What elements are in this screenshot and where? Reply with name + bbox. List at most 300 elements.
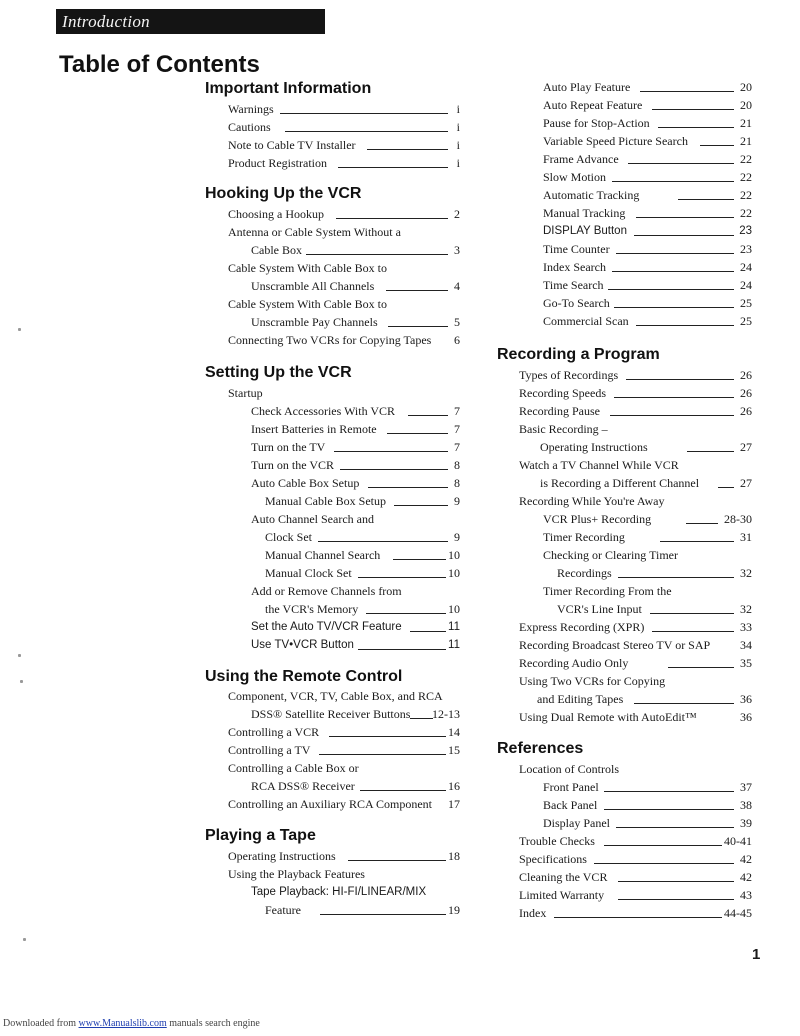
toc-entry	[543, 582, 793, 600]
toc-entry	[543, 276, 752, 294]
leader-line	[334, 451, 448, 452]
toc-page-number: 25	[740, 314, 752, 328]
leader-line	[604, 809, 734, 810]
toc-entry-title: Clock Set	[265, 530, 312, 544]
leader-line	[618, 881, 734, 882]
toc-entry	[543, 778, 752, 796]
toc-entry	[265, 564, 460, 582]
toc-entry	[251, 402, 460, 420]
leader-line	[340, 469, 448, 470]
toc-page-number: 43	[740, 888, 752, 902]
leader-line	[394, 505, 448, 506]
toc-page-number: 22	[740, 170, 752, 184]
leader-line	[636, 325, 734, 326]
leader-line	[634, 703, 734, 704]
toc-entry-title: Recording Speeds	[519, 386, 606, 400]
leader-line	[285, 131, 448, 132]
toc-entry-title: Express Recording (XPR)	[519, 620, 645, 634]
toc-entry	[543, 312, 752, 330]
leader-line	[612, 271, 734, 272]
toc-page-number: 34	[740, 638, 752, 652]
toc-page-number: 20	[740, 98, 752, 112]
toc-page-number: 10	[448, 566, 460, 580]
leader-line	[652, 631, 734, 632]
toc-entry	[519, 760, 769, 778]
toc-page-number: 32	[740, 566, 752, 580]
section-title-recording: Recording a Program	[497, 346, 660, 363]
toc-page-number: 25	[740, 296, 752, 310]
leader-line	[338, 167, 448, 168]
toc-page-number: 42	[740, 852, 752, 866]
leader-line	[616, 253, 734, 254]
leader-line	[387, 433, 448, 434]
toc-entry	[519, 672, 769, 690]
leader-line	[604, 791, 734, 792]
toc-entry	[265, 901, 460, 919]
toc-entry	[543, 204, 752, 222]
toc-page-number: 33	[740, 620, 752, 634]
toc-entry	[543, 240, 752, 258]
leader-line	[636, 217, 734, 218]
toc-entry	[251, 618, 460, 636]
leader-line	[652, 109, 734, 110]
toc-entry-title: Manual Tracking	[543, 206, 626, 220]
leader-line	[358, 649, 446, 650]
footer-prefix: Downloaded from	[3, 1018, 77, 1029]
leader-line	[306, 254, 448, 255]
toc-entry-title: Frame Advance	[543, 152, 619, 166]
toc-entry	[543, 186, 752, 204]
leader-line	[700, 145, 734, 146]
leader-line	[366, 613, 446, 614]
toc-entry	[251, 241, 460, 259]
toc-page-number: 38	[740, 798, 752, 812]
toc-entry	[228, 865, 478, 883]
footer-suffix: manuals search engine	[169, 1018, 260, 1029]
toc-page-number: 26	[740, 386, 752, 400]
toc-entry-title: Set the Auto TV/VCR Feature	[251, 621, 402, 633]
toc-entry-title: Using the Playback Features	[228, 867, 365, 881]
toc-entry-title: Recording Pause	[519, 404, 600, 418]
toc-page-number: 21	[740, 116, 752, 130]
toc-entry-title: is Recording a Different Channel	[540, 476, 700, 490]
toc-entry	[519, 618, 752, 636]
toc-entry-title: Unscramble All Channels	[251, 279, 375, 293]
leader-line	[410, 718, 433, 719]
leader-line	[360, 790, 446, 791]
toc-entry-title: Limited Warranty	[519, 888, 605, 902]
toc-entry-title: Time Counter	[543, 242, 610, 256]
toc-entry-title: Variable Speed Picture Search	[543, 134, 688, 148]
leader-line	[668, 667, 734, 668]
toc-entry-title: Controlling a VCR	[228, 725, 320, 739]
leader-line	[610, 415, 734, 416]
leader-line	[280, 113, 448, 114]
toc-page-number: 7	[454, 422, 460, 436]
toc-page-number: 7	[454, 404, 460, 418]
toc-entry	[228, 154, 460, 172]
toc-entry-title: Component, VCR, TV, Cable Box, and RCA	[228, 689, 443, 703]
toc-entry	[251, 313, 460, 331]
toc-page-number: 26	[740, 404, 752, 418]
leader-line	[386, 290, 448, 291]
section-title-setting-up: Setting Up the VCR	[205, 364, 352, 381]
toc-entry	[228, 759, 478, 777]
leader-line	[678, 199, 734, 200]
toc-entry-title: Unscramble Pay Channels	[251, 315, 378, 329]
toc-entry-title: Add or Remove Channels from	[251, 584, 402, 598]
leader-line	[687, 451, 734, 452]
toc-entry-title: Cable System With Cable Box to	[228, 297, 387, 311]
toc-entry-title: DSS® Satellite Receiver Buttons	[251, 707, 411, 721]
toc-page-number: 42	[740, 870, 752, 884]
toc-entry-title: Recording Broadcast Stereo TV or SAP	[519, 638, 711, 652]
toc-entry-title: Timer Recording From the	[543, 584, 672, 598]
leader-line	[628, 163, 734, 164]
toc-page-number: 40-41	[724, 834, 752, 848]
toc-entry	[519, 886, 752, 904]
toc-entry	[543, 528, 752, 546]
section-header-label: Introduction	[62, 12, 150, 31]
leader-line	[614, 397, 734, 398]
toc-entry	[543, 132, 752, 150]
toc-entry	[543, 168, 752, 186]
toc-entry	[543, 78, 752, 96]
leader-line	[686, 523, 718, 524]
leader-line	[318, 541, 448, 542]
toc-entry	[251, 636, 460, 654]
leader-line	[616, 827, 734, 828]
toc-page-number: 8	[454, 458, 460, 472]
section-title-remote-control: Using the Remote Control	[205, 668, 403, 685]
toc-entry-title: Specifications	[519, 852, 587, 866]
toc-page-number: 27	[740, 440, 752, 454]
toc-entry-title: Index Search	[543, 260, 606, 274]
toc-entry	[519, 868, 752, 886]
toc-entry-title: Recording While You're Away	[519, 494, 665, 508]
toc-page-number: 23	[740, 242, 752, 256]
leader-line	[660, 541, 734, 542]
manualslib-link[interactable]: www.Manualslib.com	[78, 1018, 167, 1029]
toc-page-number: 32	[740, 602, 752, 616]
toc-entry-title: Pause for Stop-Action	[543, 116, 650, 130]
toc-entry-title: Controlling a TV	[228, 743, 311, 757]
toc-entry	[228, 331, 460, 349]
toc-entry-title: Tape Playback: HI-FI/LINEAR/MIX	[251, 886, 427, 898]
toc-page-number: 7	[454, 440, 460, 454]
toc-entry-title: Operating Instructions	[228, 849, 336, 863]
toc-entry	[537, 690, 752, 708]
toc-page-number: 10	[448, 548, 460, 562]
toc-page-number: 44-45	[724, 906, 752, 920]
scan-speck	[23, 938, 26, 941]
toc-entry-title: Controlling an Auxiliary RCA Component	[228, 797, 432, 811]
leader-line	[640, 91, 734, 92]
toc-entry-title: Trouble Checks	[519, 834, 595, 848]
toc-entry-title: Connecting Two VCRs for Copying Tapes	[228, 333, 432, 347]
toc-entry-title: Note to Cable TV Installer	[228, 138, 356, 152]
toc-entry-title: Manual Channel Search	[265, 548, 381, 562]
section-header-bar	[56, 9, 325, 34]
toc-entry-title: Turn on the VCR	[251, 458, 335, 472]
toc-page-number: i	[456, 156, 460, 170]
toc-entry	[251, 456, 460, 474]
toc-entry-title: Warnings	[228, 102, 274, 116]
toc-entry	[519, 402, 752, 420]
toc-entry-title: Types of Recordings	[519, 368, 619, 382]
toc-entry-title: Startup	[228, 386, 263, 400]
toc-page-number: 5	[454, 315, 460, 329]
toc-entry	[519, 654, 752, 672]
toc-entry	[251, 510, 501, 528]
toc-page-number: 17	[448, 797, 460, 811]
toc-entry	[543, 796, 752, 814]
leader-line	[388, 326, 448, 327]
toc-entry	[251, 438, 460, 456]
toc-entry-title: Display Panel	[543, 816, 610, 830]
toc-entry-title: Automatic Tracking	[543, 188, 640, 202]
toc-entry-title: Timer Recording	[543, 530, 625, 544]
toc-entry	[519, 708, 752, 726]
toc-entry	[265, 546, 460, 564]
toc-page-number: 28-30	[724, 512, 752, 526]
toc-page-number: 10	[448, 602, 460, 616]
leader-line	[336, 218, 448, 219]
toc-page-number: 4	[454, 279, 460, 293]
toc-entry	[519, 492, 769, 510]
toc-entry-title: Controlling a Cable Box or	[228, 761, 359, 775]
toc-entry	[543, 510, 752, 528]
leader-line	[612, 181, 734, 182]
toc-entry	[540, 438, 752, 456]
toc-page-number: 16	[448, 779, 460, 793]
toc-entry-title: and Editing Tapes	[537, 692, 624, 706]
section-title-references: References	[497, 740, 584, 757]
leader-line	[604, 845, 722, 846]
toc-entry	[265, 492, 460, 510]
page-number: 1	[752, 946, 761, 963]
toc-page-number: i	[456, 102, 460, 116]
toc-entry-title: the VCR's Memory	[265, 602, 359, 616]
toc-entry	[519, 366, 752, 384]
toc-entry	[543, 546, 793, 564]
toc-entry-title: DISPLAY Button	[543, 225, 627, 237]
leader-line	[554, 917, 722, 918]
toc-entry-title: Index	[519, 906, 547, 920]
toc-page-number: 35	[740, 656, 752, 670]
toc-entry	[265, 600, 460, 618]
toc-entry	[543, 150, 752, 168]
scan-speck	[18, 654, 21, 657]
toc-entry-title: Checking or Clearing Timer	[543, 548, 678, 562]
leader-line	[626, 379, 734, 380]
toc-entry	[519, 456, 769, 474]
toc-entry-title: Check Accessories With VCR	[251, 404, 396, 418]
leader-line	[410, 631, 446, 632]
leader-line	[614, 307, 734, 308]
toc-entry-title: Cable System With Cable Box to	[228, 261, 387, 275]
toc-page-number: 14	[448, 725, 460, 739]
toc-entry-title: Using Two VCRs for Copying	[519, 674, 666, 688]
toc-entry-title: Cleaning the VCR	[519, 870, 608, 884]
toc-entry	[519, 420, 769, 438]
toc-entry	[543, 258, 752, 276]
toc-entry-title: Auto Repeat Feature	[543, 98, 643, 112]
toc-entry-title: Back Panel	[543, 798, 598, 812]
download-footer	[3, 1018, 260, 1029]
toc-entry-title: Front Panel	[543, 780, 599, 794]
toc-entry-title: Manual Clock Set	[265, 566, 352, 580]
toc-page-number: 24	[740, 260, 752, 274]
toc-entry-title: Recording Audio Only	[519, 656, 629, 670]
toc-entry	[251, 582, 501, 600]
toc-entry-title: Watch a TV Channel While VCR	[519, 458, 679, 472]
toc-entry	[519, 832, 752, 850]
toc-page-number: 8	[454, 476, 460, 490]
leader-line	[658, 127, 734, 128]
toc-page-number: 2	[454, 207, 460, 221]
toc-page-number: 18	[448, 849, 460, 863]
toc-entry	[251, 777, 460, 795]
toc-page-number: 23	[739, 225, 752, 237]
leader-line	[408, 415, 448, 416]
toc-entry	[265, 528, 460, 546]
toc-entry	[543, 294, 752, 312]
leader-line	[367, 149, 448, 150]
leader-line	[348, 860, 446, 861]
toc-entry	[543, 96, 752, 114]
toc-entry-title: VCR's Line Input	[557, 602, 642, 616]
leader-line	[594, 863, 734, 864]
leader-line	[718, 487, 734, 488]
toc-page-number: 15	[448, 743, 460, 757]
toc-entry	[540, 474, 752, 492]
toc-entry-title: Location of Controls	[519, 762, 619, 776]
leader-line	[618, 899, 734, 900]
toc-entry	[543, 814, 752, 832]
toc-page-number: 36	[740, 692, 752, 706]
toc-entry	[519, 636, 752, 654]
toc-page-number: 12-13	[432, 707, 460, 721]
toc-page-number: 3	[454, 243, 460, 257]
toc-entry	[251, 277, 460, 295]
toc-entry-title: Go-To Search	[543, 296, 610, 310]
toc-page-number: 22	[740, 188, 752, 202]
toc-entry	[251, 883, 501, 901]
toc-entry-title: Cautions	[228, 120, 271, 134]
toc-entry	[228, 118, 460, 136]
toc-page-number: 36	[740, 710, 752, 724]
toc-entry	[557, 564, 752, 582]
toc-entry	[228, 259, 478, 277]
toc-page-number: 22	[740, 152, 752, 166]
toc-entry	[228, 100, 460, 118]
toc-entry	[251, 474, 460, 492]
toc-entry	[228, 847, 460, 865]
toc-entry-title: RCA DSS® Receiver	[251, 779, 355, 793]
toc-page-number: i	[456, 120, 460, 134]
section-title-playing-tape: Playing a Tape	[205, 827, 316, 844]
toc-entry	[228, 295, 478, 313]
toc-entry	[228, 223, 478, 241]
section-title-important-information: Important Information	[205, 80, 372, 97]
toc-page-number: i	[456, 138, 460, 152]
toc-entry-title: Operating Instructions	[540, 440, 648, 454]
toc-entry	[543, 114, 752, 132]
scan-speck	[18, 328, 21, 331]
toc-entry	[251, 420, 460, 438]
toc-entry-title: Choosing a Hookup	[228, 207, 324, 221]
toc-page-number: 37	[740, 780, 752, 794]
toc-entry-title: Insert Batteries in Remote	[251, 422, 377, 436]
leader-line	[329, 736, 446, 737]
page-title: Table of Contents	[59, 51, 260, 78]
leader-line	[650, 613, 734, 614]
toc-entry	[228, 741, 460, 759]
section-title-hooking-up: Hooking Up the VCR	[205, 185, 362, 202]
leader-line	[634, 235, 734, 236]
toc-entry-title: Product Registration	[228, 156, 327, 170]
toc-page-number: 27	[740, 476, 752, 490]
toc-entry	[228, 723, 460, 741]
toc-page-number: 20	[740, 80, 752, 94]
leader-line	[319, 754, 446, 755]
toc-page-number: 9	[454, 494, 460, 508]
toc-entry	[519, 904, 752, 922]
toc-entry-title: Time Search	[543, 278, 604, 292]
scan-speck	[20, 680, 23, 683]
toc-entry	[251, 705, 460, 723]
toc-entry-title: VCR Plus+ Recording	[543, 512, 652, 526]
leader-line	[320, 914, 446, 915]
toc-entry-title: Commercial Scan	[543, 314, 629, 328]
toc-entry-title: Turn on the TV	[251, 440, 326, 454]
toc-entry-title: Cable Box	[251, 243, 302, 257]
toc-entry-title: Using Dual Remote with AutoEdit™	[519, 710, 697, 724]
toc-entry	[228, 795, 460, 813]
toc-entry-title: Basic Recording –	[519, 422, 608, 436]
toc-entry-title: Feature	[265, 903, 301, 917]
toc-entry-title: Antenna or Cable System Without a	[228, 225, 401, 239]
toc-page-number: 26	[740, 368, 752, 382]
toc-entry-title: Auto Channel Search and	[251, 512, 374, 526]
toc-entry	[543, 222, 752, 240]
toc-entry-title: Manual Cable Box Setup	[265, 494, 386, 508]
toc-page-number: 9	[454, 530, 460, 544]
toc-page-number: 21	[740, 134, 752, 148]
toc-entry-title: Slow Motion	[543, 170, 607, 184]
toc-entry	[519, 850, 752, 868]
toc-page-number: 19	[448, 903, 460, 917]
toc-entry-title: Auto Cable Box Setup	[251, 476, 360, 490]
toc-entry	[228, 687, 478, 705]
leader-line	[368, 487, 448, 488]
toc-entry	[228, 136, 460, 154]
toc-page-number: 31	[740, 530, 752, 544]
toc-entry	[228, 384, 478, 402]
toc-entry	[557, 600, 752, 618]
toc-entry-title: Auto Play Feature	[543, 80, 631, 94]
leader-line	[608, 289, 734, 290]
toc-page-number: 39	[740, 816, 752, 830]
toc-entry	[519, 384, 752, 402]
toc-page-number: 11	[448, 639, 460, 651]
toc-page-number: 6	[454, 333, 460, 347]
toc-page-number: 24	[740, 278, 752, 292]
leader-line	[618, 577, 734, 578]
toc-entry	[228, 205, 460, 223]
toc-entry-title: Recordings	[557, 566, 612, 580]
